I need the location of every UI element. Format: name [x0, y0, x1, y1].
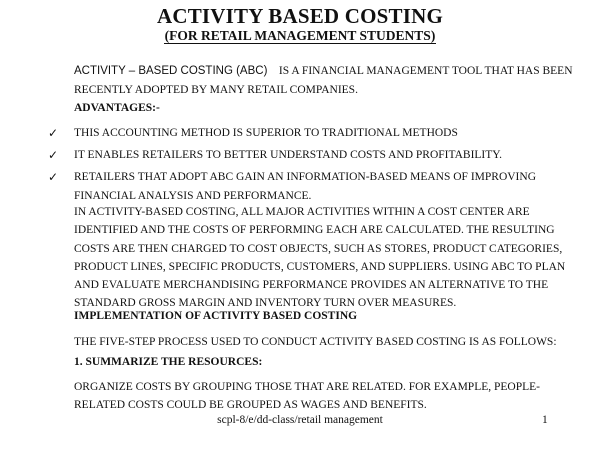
intro-term: ACTIVITY – BASED COSTING (ABC) — [74, 65, 268, 77]
advantage-text: RETAILERS THAT ADOPT ABC GAIN AN INFORMATION-BASED MEANS OF IMPROVING FINANCIAL ANALYSIS AND PERFORMANCE. — [74, 171, 536, 202]
advantages-heading: ADVANTAGES:- — [74, 102, 160, 114]
advantage-text: THIS ACCOUNTING METHOD IS SUPERIOR TO TRADITIONAL METHODS — [74, 127, 458, 139]
checkmark-icon: ✓ — [48, 148, 59, 162]
checkmark-icon: ✓ — [48, 170, 59, 184]
advantages-list — [0, 124, 600, 209]
list-item — [0, 124, 564, 143]
implementation-heading: IMPLEMENTATION OF ACTIVITY BASED COSTING — [74, 310, 358, 322]
footer-text: scpl-8/e/dd-class/retail management — [217, 414, 383, 426]
intro-paragraph — [74, 62, 574, 100]
list-item — [0, 168, 564, 206]
list-item — [0, 146, 564, 165]
page-number: 1 — [542, 414, 548, 426]
five-step-paragraph: THE FIVE-STEP PROCESS USED TO CONDUCT ACTIVITY BASED COSTING IS AS FOLLOWS: — [74, 336, 557, 348]
advantage-text: IT ENABLES RETAILERS TO BETTER UNDERSTAND COSTS AND PROFITABILITY. — [74, 149, 502, 161]
step-1-heading: 1. SUMMARIZE THE RESOURCES: — [74, 356, 263, 368]
subtitle-text: (FOR RETAIL MANAGEMENT STUDENTS) — [164, 28, 436, 43]
checkmark-icon: ✓ — [48, 126, 59, 140]
intro-text: IS A FINANCIAL MANAGEMENT TOOL THAT HAS BEEN RECENTLY ADOPTED BY MANY RETAIL COMPANIES. — [74, 65, 573, 96]
document-title: ACTIVITY BASED COSTING — [156, 4, 444, 28]
abc-description-paragraph: IN ACTIVITY-BASED COSTING, ALL MAJOR ACTIVITIES WITHIN A COST CENTER ARE IDENTIFIED AND THE COSTS OF PERFORMING EACH ARE CALCULATED. THE RESULTING COSTS ARE THEN CHARGED TO COST OBJECTS, SUCH AS STORES, PRODUCT CATEGORIES, PRODUCT LINES, SPECIFIC PRODUCTS, CUSTOMERS, AND SUPPLIERS. USING ABC TO PLAN AND EVALUATE MERCHANDISING PERFORMANCE PROVIDES AN ALTERNATIVE TO THE STANDARD GROSS MARGIN AND INVENTORY TURN OVER MEASURES. — [74, 206, 566, 310]
document-subtitle — [0, 28, 600, 44]
resources-paragraph: ORGANIZE COSTS BY GROUPING THOSE THAT ARE RELATED. FOR EXAMPLE, PEOPLE-RELATED COSTS COULD BE GROUPED AS WAGES AND BENEFITS. — [74, 381, 540, 412]
